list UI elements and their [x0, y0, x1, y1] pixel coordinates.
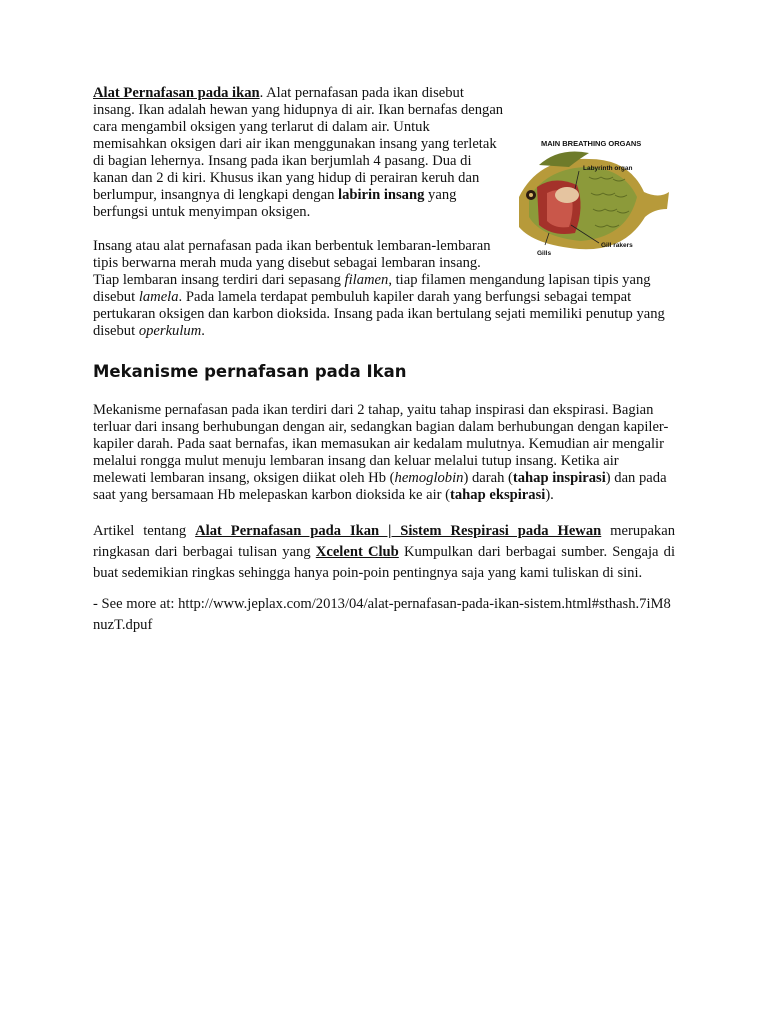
paragraph-mechanism: Mekanisme pernafasan pada ikan terdiri dari 2 tahap, yaitu tahap inspirasi dan ekspirasi. Bagian terluar dari insang berhubungan dengan air, sedangkan bagian dalam berhubungan dengan kapiler-kapiler darah. Pada saat bernafas, ikan memasukan air kedalam mulutnya. Kemudian air mengalir melalui rongga mulut menuju lembaran insang dan keluar melalui tutup insang. Ketika air melewati lembaran insang, oksigen diikat oleh Hb (hemoglobin) darah (tahap inspirasi) dan pada saat yang bersamaan Hb melepaskan karbon dioksida ke air (tahap ekspirasi).: [93, 402, 669, 503]
paragraph-intro: Alat Pernafasan pada ikan. Alat pernafasan pada ikan disebut insang. Ikan adalah hewan yang hidupnya di air. Ikan bernafas dengan cara mengambil oksigen yang terlarut di dalam air. Untuk memisahkan oksigen dari air ikan menggunakan insang yang terletak di bagian lehernya. Insang pada ikan berjumlah 4 pasang. Dua di kanan dan 2 di kiri. Khusus ikan yang hidup di perairan keruh dan berlumpur, insangnya di lengkapi dengan labirin insang yang berfungsi untuk menyimpan oksigen.: [93, 85, 504, 220]
label-gills: Gills: [537, 250, 552, 257]
document-page: [93, 85, 675, 636]
section-heading: Mekanisme pernafasan pada Ikan: [93, 362, 407, 381]
xcelent-club-link[interactable]: Xcelent Club: [315, 544, 399, 560]
paragraph-article-note: Artikel tentang Alat Pernafasan pada Ikan | Sistem Respirasi pada Hewan merupakan ringkasan dari berbagai tulisan yang Xcelent Club Kumpulkan dari berbagai sumber. Sengaja di buat sedemikian ringkas sehingga hanya poin-poin pentingnya saja yang kami tuliskan di sini.: [93, 523, 676, 581]
article-link[interactable]: Alat Pernafasan pada Ikan | Sistem Respirasi pada Hewan: [195, 523, 602, 539]
figure-title: MAIN BREATHING ORGANS: [541, 139, 642, 148]
paragraph-gill-structure: Insang atau alat pernafasan pada ikan berbentuk lembaran-lembaran tipis berwarna merah muda yang disebut sebagai lembaran insang. Tiap lembaran insang terdiri dari sepasang filamen, tiap filamen mengandung lapisan tipis yang disebut lamela. Pada lamela terdapat pembuluh kapiler darah yang berfungsi sebagai tempat pertukaran oksigen dan karbon dioksida. Insang pada ikan bertulang sejati memiliki penutup yang disebut operkulum.: [93, 238, 665, 339]
label-gill-rakers: Gill rakers: [601, 242, 633, 249]
label-labyrinth-organ: Labyrinth organ: [583, 165, 633, 172]
topic-title: Alat Pernafasan pada ikan: [93, 85, 260, 101]
fish-breathing-organs-figure: [519, 137, 679, 269]
fish-illustration: [519, 137, 679, 269]
see-more-url[interactable]: - See more at: http://www.jeplax.com/2013/04/alat-pernafasan-pada-ikan-sistem.html#sthash.7iM8nuzT.dpuf: [93, 596, 671, 633]
